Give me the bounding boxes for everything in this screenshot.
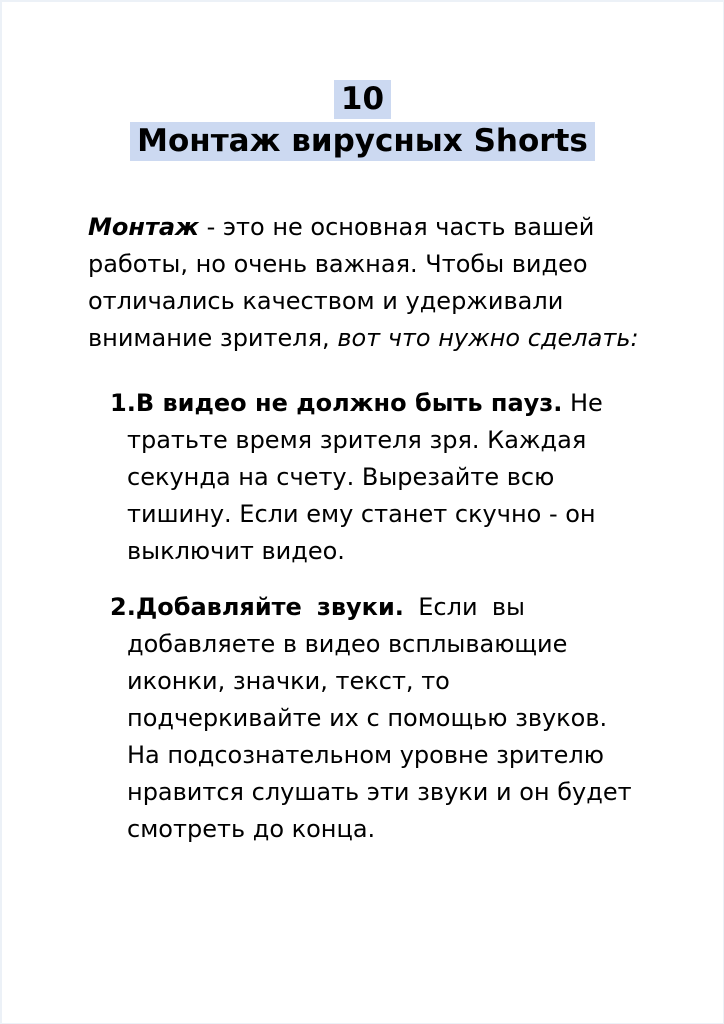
page-title: Монтаж вирусных Shorts: [130, 122, 595, 161]
item2-line-4: подчеркивайте их с помощью звуков.: [127, 704, 608, 732]
item1-line-5: выключит видео.: [127, 537, 345, 565]
intro-line-1: [88, 209, 637, 246]
item1-line-3: секунда на счету. Вырезайте всю: [127, 463, 555, 491]
item2-line-5: На подсознательном уровне зрителю: [127, 741, 604, 769]
intro-line-2: работы, но очень важная. Чтобы видео: [88, 250, 588, 278]
list-item-1-number: 1.: [110, 389, 136, 417]
intro-line-4: [88, 320, 637, 357]
chapter-number-line: [88, 78, 637, 120]
item1-line-1-rest: Не: [562, 389, 603, 417]
item2-line-2: добавляете в видео всплывающие: [127, 630, 568, 658]
item1-line-4: тишину. Если ему станет скучно - он: [127, 500, 596, 528]
intro-line-4-italic: вот что нужно сделать:: [337, 324, 639, 352]
item2-line-1-rest: Если вы: [403, 593, 525, 621]
item1-line-1: [110, 385, 637, 422]
intro-line-3: отличались качеством и удерживали: [88, 287, 564, 315]
item2-line-7: смотреть до конца.: [127, 815, 376, 843]
tips-list: [88, 385, 637, 848]
intro-paragraph: [88, 209, 637, 357]
item2-line-6: нравится слушать эти звуки и он будет: [127, 778, 632, 806]
page-heading: [88, 78, 637, 162]
intro-line-4-start: внимание зрителя,: [88, 324, 338, 352]
item1-line-2: тратьте время зрителя зря. Каждая: [127, 426, 587, 454]
list-item-1-lead: В видео не должно быть пауз.: [135, 389, 563, 417]
list-item-2-lead: Добавляйте звуки.: [135, 593, 404, 621]
intro-line-1-rest: - это не основная часть вашей: [198, 213, 595, 241]
item2-line-3: иконки, значки, текст, то: [127, 667, 450, 695]
list-item-2-number: 2.: [110, 593, 136, 621]
list-item-2: [88, 589, 637, 848]
item2-line-1: [110, 589, 637, 626]
intro-lead-word: Монтаж: [88, 213, 199, 241]
list-item-1: [88, 385, 637, 570]
page-title-line: [88, 120, 637, 162]
chapter-number: 10: [334, 80, 391, 119]
